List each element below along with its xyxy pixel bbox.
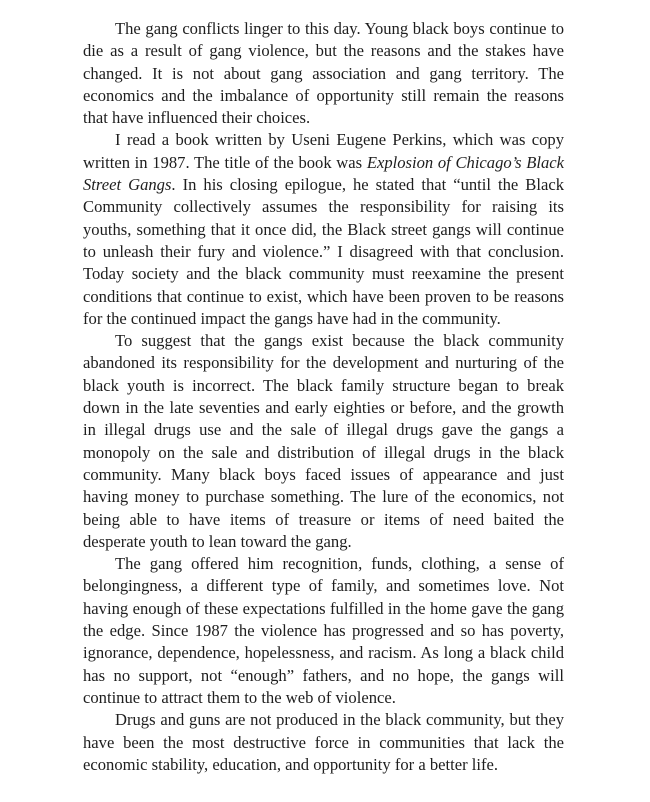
paragraph-3: To suggest that the gangs exist because the black community abandoned its responsibility for the development and nurturing of the black youth is incorrect. The black family structure began to break down in the late seventies and early eighties or before, and the growth in illegal drugs use and the sale of illegal drugs gave the gangs a monopoly on the sale and distribution of illegal drugs in the black community. Many black boys faced issues of appearance and just having money to purchase something. The lure of the economics, not being able to have items of treasure or items of need baited the desperate youth to lean toward the gang. bbox=[83, 331, 564, 551]
paragraph-4: The gang offered him recognition, funds, clothing, a sense of belongingness, a different type of family, and sometimes love. Not having enough of these expectations fulfilled in the home gave the gang the edge. Since 1987 the violence has progressed and so has poverty, ignorance, dependence, hopelessness, and racism. As long a black child has no support, not “enough” fathers, and no hope, the gangs will continue to attract them to the web of violence. bbox=[83, 554, 564, 707]
paragraph-2-intro: I read a book written by Useni Eugene Perkins, which was copy written in 1987. The title of the book was bbox=[83, 130, 564, 172]
book-title: Explosion of Chicago’s Black Street Gangs bbox=[83, 152, 564, 195]
body-text bbox=[83, 18, 564, 776]
paragraph-2 bbox=[83, 129, 564, 330]
paragraph-2-rest: . In his closing epilogue, he stated that “until the Black Community collectively assumes the responsibility for raising its youths, something that it once did, the Black street gangs will continue to unleash their fury and violence.” I disagreed with that conclusion. Today society and the black community must reexamine the present conditions that continue to exist, which have been proven to be reasons for the continued impact the gangs have had in the community. bbox=[83, 175, 564, 328]
paragraph-5: Drugs and guns are not produced in the black community, but they have been the most destructive force in communities that lack the economic stability, education, and opportunity for a better life. bbox=[83, 710, 564, 774]
paragraph-1: The gang conflicts linger to this day. Young black boys continue to die as a result of gang violence, but the reasons and the stakes have changed. It is not about gang association and gang territory. The economics and the imbalance of opportunity still remain the reasons that have influenced their choices. bbox=[83, 19, 564, 128]
